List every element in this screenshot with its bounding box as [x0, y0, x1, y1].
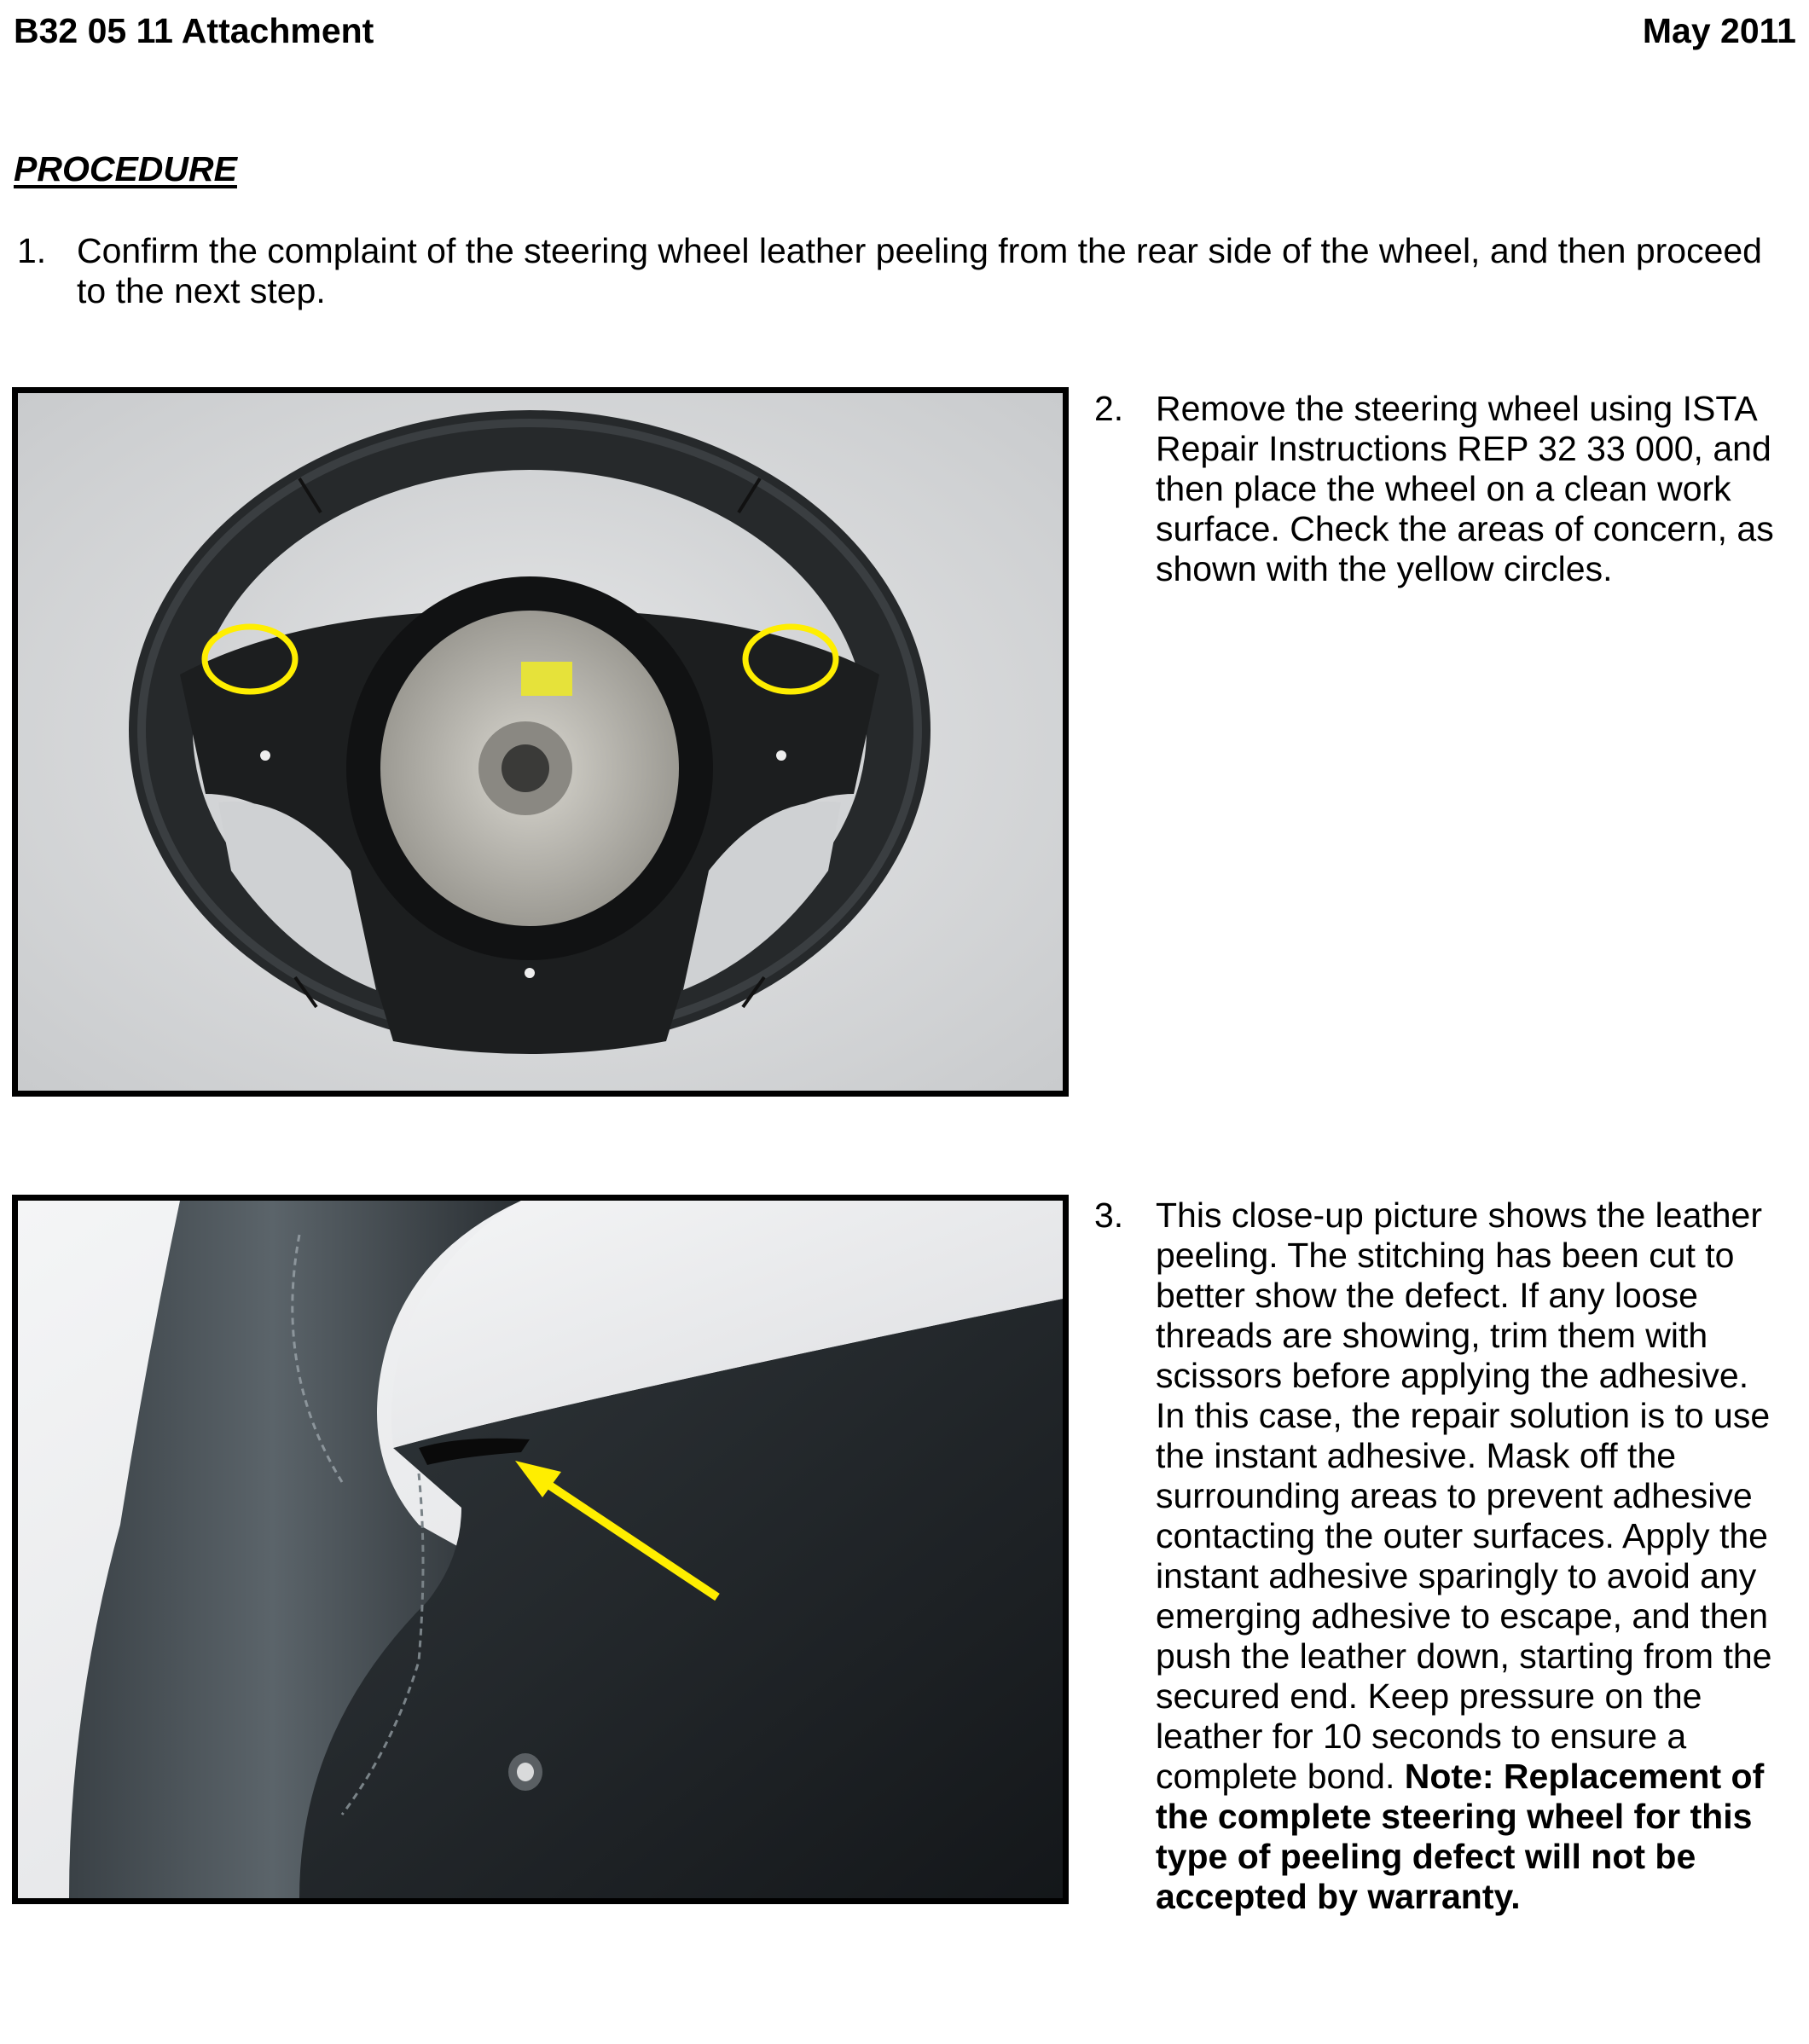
step-3-body: This close-up picture shows the leather peeling. The stitching has been cut to better show the defect. If any loose threads are showing, trim them with scissors before applying the adhesive. In this case, the repair solution is to use the instant adhesive. Mask off the surrounding areas to prevent adhesive contacting the outer surfaces. Apply the instant adhesive sparingly to avoid any emerging adhesive to escape, and then push the leather down, starting from the secured end. Keep pressure on the leather for 10 seconds to ensure a complete bond.: [1156, 1196, 1772, 1796]
document-date: May 2011: [1642, 11, 1796, 50]
step-2-number: 2.: [1094, 389, 1124, 428]
leather-closeup-photo: [12, 1195, 1069, 1904]
section-heading: PROCEDURE: [14, 149, 237, 188]
step-1-number: 1.: [17, 231, 47, 270]
leather-closeup-photo-icon: [18, 1201, 1063, 1898]
step-3-warranty-note: Note: Replacement of the complete steering wheel for this type of peeling defect will not be accepted by warranty.: [1156, 1757, 1765, 1916]
step-2-text: Remove the steering wheel using ISTA Repair Instructions REP 32 33 000, and then place the wheel on a clean work surface. Check the areas of concern, as shown with the yellow circles.: [1156, 389, 1774, 588]
steering-wheel-photo-icon: [18, 393, 1063, 1091]
steering-wheel-photo: [12, 387, 1069, 1097]
step-3-text: [1156, 1196, 1787, 1917]
step-3-number: 3.: [1094, 1196, 1124, 1235]
document-id: B32 05 11 Attachment: [14, 11, 374, 50]
step-1-text: Confirm the complaint of the steering wheel leather peeling from the rear side of the wheel, and then proceed to the next step.: [77, 231, 1762, 310]
